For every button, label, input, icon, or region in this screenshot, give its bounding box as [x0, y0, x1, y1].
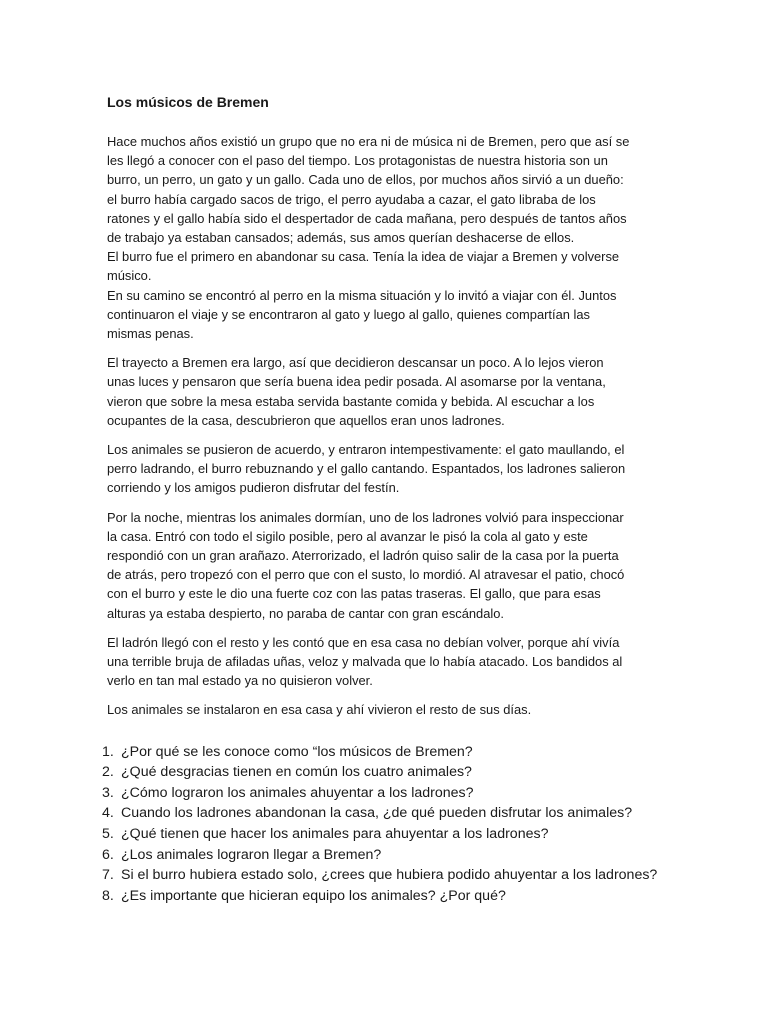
question-text: ¿Qué desgracias tienen en común los cuatro animales? [121, 764, 472, 781]
question-item [102, 742, 662, 763]
story-paragraph: Los animales se pusieron de acuerdo, y entraron intempestivamente: el gato maullando, el perro ladrando, el burro rebuznando y el gallo cantando. Espantados, los ladrones salieron corriendo y los amigos pudieron disfrutar del festín. [107, 442, 626, 496]
question-number: 6. [102, 846, 114, 863]
question-number: 3. [102, 784, 114, 801]
question-item [102, 865, 662, 886]
question-item [102, 803, 662, 824]
document-page [102, 92, 662, 906]
question-item [102, 886, 662, 907]
story-paragraph: El ladrón llegó con el resto y les contó que en esa casa no debían volver, porque ahí vivía una terrible bruja de afiladas uñas, veloz y malvada que lo había atacado. Los bandidos al verlo en tan mal estado ya no quisieron volver. [107, 634, 623, 689]
story-body [107, 132, 662, 720]
question-number: 4. [102, 805, 114, 822]
question-text: Si el burro hubiera estado solo, ¿crees que hubiera podido ahuyentar a los ladrones? [121, 867, 658, 884]
question-item [102, 845, 662, 866]
question-text: ¿Los animales lograron llegar a Bremen? [121, 846, 382, 863]
story-paragraph: Hace muchos años existió un grupo que no era ni de música ni de Bremen, pero que así se les llegó a conocer con el paso del tiempo. Los protagonistas de nuestra historia son un burro, un perro, un gato y un gallo. Cada uno de ellos, por muchos años sirvió a un dueño: el burro había cargado sacos de trigo, el perro ayudaba a cazar, el gato libraba de los ratones y el gallo había sido el despertador de cada mañana, pero después de tantos años de trabajo ya estaban cansados; además, sus amos querían deshacerse de ellos. El burro fue el primero en abandonar su casa. Tenía la idea de viajar a Bremen y volverse músico. En su camino se encontró al perro en la misma situación y lo invitó a viajar con él. Juntos continuaron el viaje y se encontraron al gato y luego al gallo, quienes compartían las mismas penas. [107, 134, 630, 342]
question-number: 2. [102, 764, 114, 781]
question-number: 7. [102, 867, 114, 884]
question-item [102, 824, 662, 845]
question-number: 1. [102, 743, 114, 760]
question-text: ¿Es importante que hicieran equipo los animales? ¿Por qué? [121, 887, 506, 904]
question-item [102, 783, 662, 804]
document-title: Los músicos de Bremen [107, 94, 269, 110]
question-text: Cuando los ladrones abandonan la casa, ¿de qué pueden disfrutar los animales? [121, 805, 633, 822]
story-paragraph: El trayecto a Bremen era largo, así que decidieron descansar un poco. A lo lejos vieron unas luces y pensaron que sería buena idea pedir posada. Al asomarse por la ventana, vieron que sobre la mesa estaba servida bastante comida y bebida. Al escuchar a los ocupantes de la casa, descubrieron que aquellos eran unos ladrones. [107, 355, 606, 428]
question-item [102, 762, 662, 783]
story-paragraph: Por la noche, mientras los animales dormían, uno de los ladrones volvió para inspeccionar la casa. Entró con todo el sigilo posible, pero al avanzar le pisó la cola al gato y este respondió con un gran arañazo. Aterrorizado, el ladrón quiso salir de la casa por la puerta de atrás, pero tropezó con el perro que con el susto, lo mordió. Al atravesar el patio, chocó con el burro y este le dio una fuerte coz con las patas traseras. El gallo, que para esas alturas ya estaba despierto, no paraba de cantar con gran escándalo. [107, 509, 625, 621]
question-text: ¿Qué tienen que hacer los animales para ahuyentar a los ladrones? [121, 826, 549, 843]
question-number: 5. [102, 826, 114, 843]
question-number: 8. [102, 887, 114, 904]
story-paragraph: Los animales se instalaron en esa casa y ahí vivieron el resto de sus días. [107, 702, 532, 718]
question-text: ¿Cómo lograron los animales ahuyentar a los ladrones? [121, 784, 474, 801]
question-text: ¿Por qué se les conoce como “los músicos de Bremen? [121, 743, 473, 760]
question-list [102, 742, 662, 907]
